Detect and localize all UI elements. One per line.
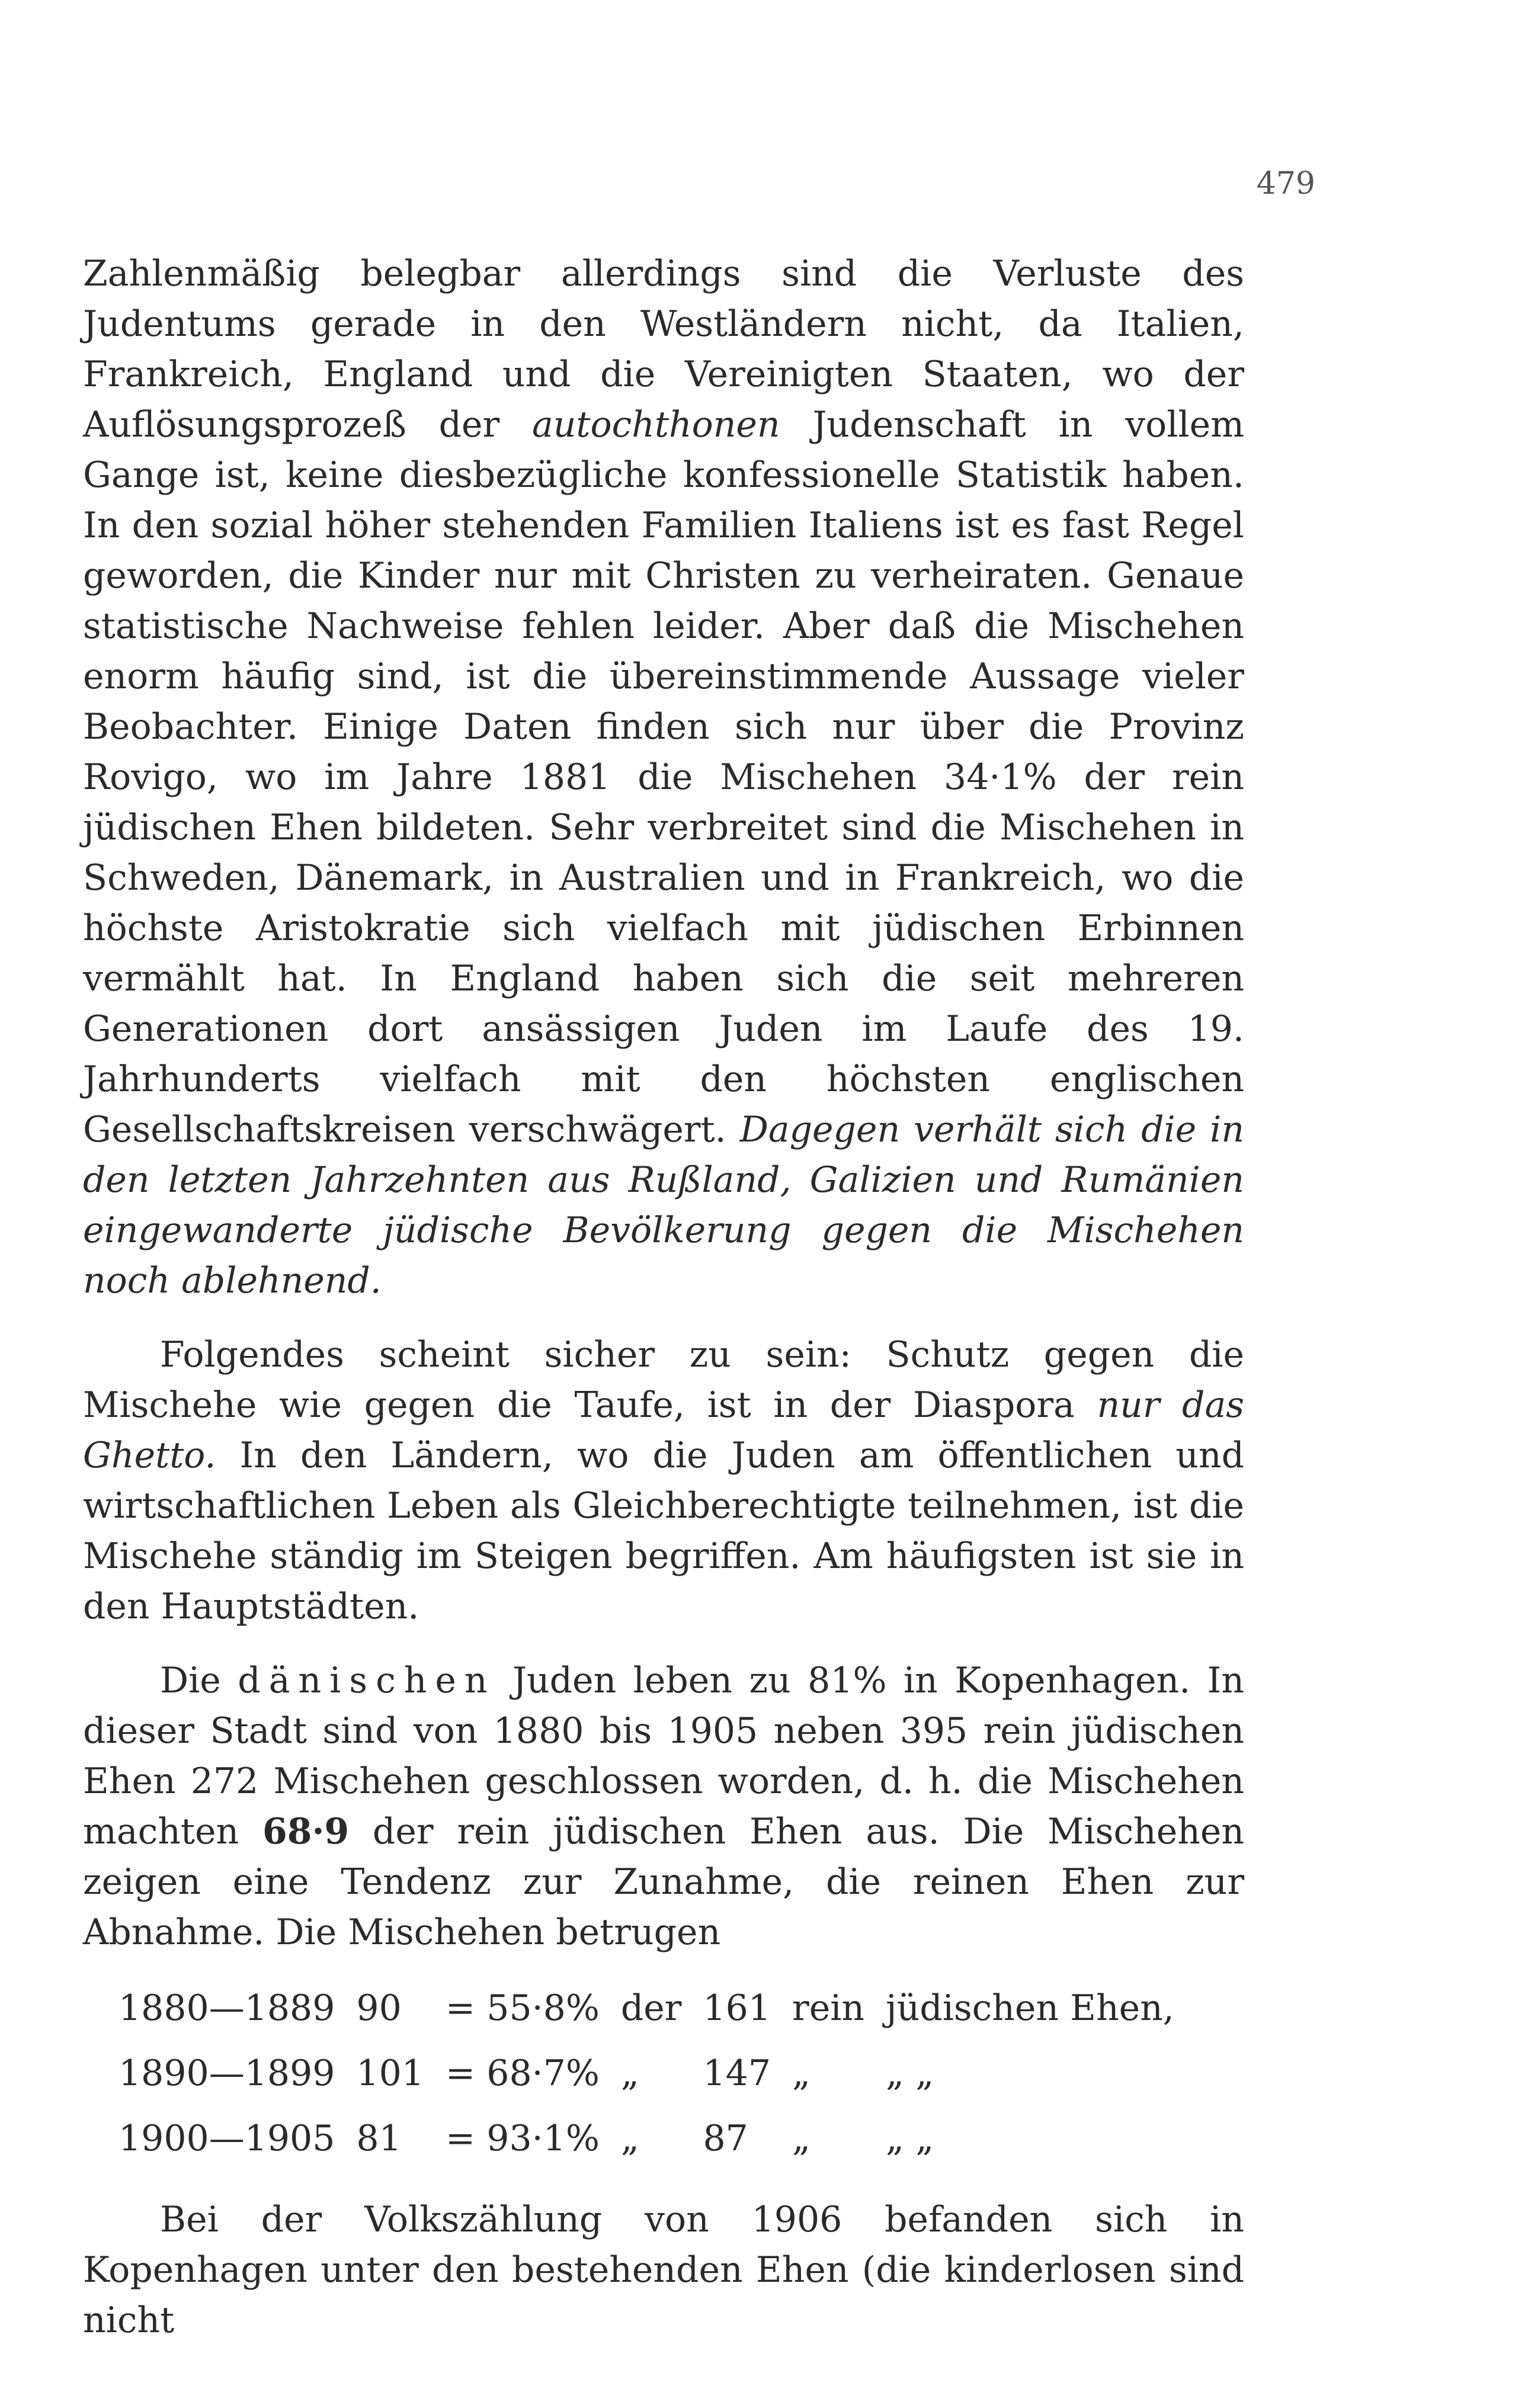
table-cell: „: [792, 2053, 811, 2094]
paragraph-3: [83, 1656, 1244, 1958]
table-row: [118, 2041, 1196, 2106]
p3-bold-number: 68·9: [262, 1811, 350, 1852]
paragraph-4: [83, 2195, 1244, 2346]
table-cell: 90: [356, 1987, 402, 2029]
p1-text-1: Zahlenmäßig belegbar allerdings sind die Verluste des Judentums gerade in den Westländern nicht, da Italien, Frankreich, England und die Vereinigten Staaten, wo der Auflösungsprozeß der: [83, 253, 1244, 445]
table-cell: „ „: [886, 2118, 934, 2159]
paragraph-2: [83, 1330, 1244, 1632]
table-cell: 81: [356, 2118, 402, 2159]
p3-spaced-word: dänischen: [238, 1660, 496, 1701]
table-cell: 1890—1899: [118, 2053, 335, 2094]
p1-text-2: Judenschaft in vollem Gange ist, keine diesbezügliche konfessionelle Statistik haben. In den sozial höher stehenden Familien Italiens ist es fast Regel geworden, die Kinder nur mit Christen zu verheiraten. Genaue statistische Nachweise fehlen leider. Aber daß die Mischehen enorm häufig sind, ist die übereinstimmende Aussage vieler Beobachter. Einige Daten finden sich nur über die Provinz Rovigo, wo im Jahre 1881 die Mischehen 34·1% der rein jüdischen Ehen bildeten. Sehr verbreitet sind die Mischehen in Schweden, Dänemark, in Australien und in Frankreich, wo die höchste Aristokratie sich vielfach mit jüdischen Erbinnen vermählt hat. In England haben sich die seit mehreren Generationen dort ansässigen Juden im Laufe des 19. Jahrhunderts vielfach mit den höchsten englischen Gesellschaftskreisen verschwägert.: [83, 404, 1244, 1150]
p2-emphasis: nur das Ghetto.: [83, 1384, 1245, 1476]
table-cell: rein: [792, 1987, 865, 2029]
p1-emphasis-1: autochthonen: [532, 404, 780, 445]
table-cell: 161: [703, 1987, 771, 2029]
p1-emphasis-2: Dagegen verhält sich die in den letzten Jahrzehnten aus Rußland, Galizien und Rumänien eingewanderte jüdische Bevölkerung gegen die Mischehen noch ablehnend.: [83, 1109, 1245, 1301]
table-cell: jüdischen Ehen,: [886, 1987, 1174, 2029]
table-cell: 147: [703, 2053, 771, 2094]
table-cell: = 93·1%: [445, 2118, 600, 2159]
table-cell: 87: [703, 2118, 748, 2159]
table-cell: „: [620, 2053, 639, 2094]
p2-text-1: Folgendes scheint sicher zu sein: Schutz gegen die Mischehe wie gegen die Taufe, ist in der Diaspora: [83, 1334, 1244, 1426]
p4-text-1: Bei der Volkszählung von 1906 befanden sich in Kopenhagen unter den bestehenden Ehen (die kinderlosen sind nicht: [83, 2199, 1244, 2341]
table-cell: „: [620, 2118, 639, 2159]
table-cell: = 55·8%: [445, 1987, 600, 2029]
p2-text-2: In den Ländern, wo die Juden am öffentlichen und wirtschaftlichen Leben als Gleichberechtigte teilnehmen, ist die Mischehe ständig im Steigen begriffen. Am häufigsten ist sie in den Hauptstädten.: [83, 1435, 1244, 1627]
table-cell: „: [792, 2118, 811, 2159]
table-cell: 1900—1905: [118, 2118, 335, 2159]
p3-text-2: Juden leben zu 81% in Kopenhagen. In dieser Stadt sind von 1880 bis 1905 neben 395 rein jüdischen Ehen 272 Mischehen geschlossen worden, d. h. die Mischehen machten: [83, 1660, 1245, 1852]
table-row: [118, 1976, 1196, 2041]
p3-text-3: der rein jüdischen Ehen aus. Die Mischehen zeigen eine Tendenz zur Zunahme, die reinen Ehen zur Abnahme. Die Mischehen betrugen: [83, 1811, 1245, 1953]
table-row: [118, 2106, 1196, 2171]
page-number: 479: [1256, 166, 1315, 201]
text-column: [83, 249, 1244, 2346]
table-cell: der: [620, 1987, 682, 2029]
table-cell: 1880—1889: [118, 1987, 335, 2029]
table-cell: „ „: [886, 2053, 934, 2094]
p3-text-1: Die: [160, 1660, 238, 1701]
paragraph-1: [83, 249, 1244, 1306]
table-cell: 101: [356, 2053, 424, 2094]
table-cell: = 68·7%: [445, 2053, 600, 2094]
mixed-marriage-table: [118, 1976, 1196, 2171]
